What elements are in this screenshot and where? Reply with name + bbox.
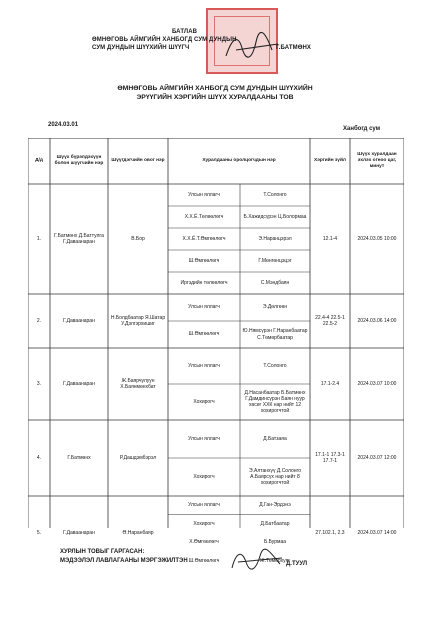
row-number: 2.	[36, 317, 42, 324]
row-time: 2024.03.06 14:00	[357, 317, 397, 324]
clerk-signature	[228, 548, 284, 574]
participant-role: Иргэдийн төлөөлөгч	[180, 279, 228, 286]
row-article: 17.1-1 17.3-1 17.7-1	[315, 451, 345, 464]
participant-name: Д.Батбаатар	[260, 520, 290, 527]
row-number: 3.	[36, 380, 42, 387]
participant-name: Э.Наранцэрэл	[258, 235, 292, 242]
approval-heading: БАТЛАВ	[172, 29, 198, 35]
participant-name: Ю.Нямсүрэн Г.Наранбаатар С.Төмөрбаатар	[242, 328, 308, 341]
participant-role: Ш.Өмгөөлөгч	[188, 557, 220, 564]
participant-role: Улсын яллагч	[188, 362, 220, 369]
participant-name: Э.Дөлгөөн	[262, 304, 288, 311]
approval-position: СУМ ДУНДЫН ШҮҮХИЙН ШҮҮГЧ	[92, 45, 190, 51]
row-defendant: В.Бор	[131, 235, 145, 242]
row-time: 2024.03.07 10:00	[357, 380, 397, 387]
participant-name: Ж.Төмөрхуяг	[259, 557, 291, 564]
row-number: 5.	[36, 529, 42, 536]
row-number: 4.	[36, 454, 42, 461]
title-line-1: ӨМНӨГОВЬ АЙМГИЙН ХАНБОГД СУМ ДУНДЫН ШҮҮХИЙН	[117, 85, 313, 92]
participant-role: Ш.Өмгөөлөгч	[188, 257, 220, 264]
approval-signer: Г.БАТМӨНХ	[276, 45, 312, 51]
participant-name: Э.Алтанхүү Д.Солонго А.Баярсүх нар нийт 8 хохирогчтой	[249, 467, 301, 487]
row-time: 2024.03.07 12:00	[357, 454, 397, 461]
row-defendant: Ө.Наранбаяр	[122, 529, 154, 536]
row-judge: Г.Батмөнх	[67, 454, 91, 461]
row-article: 27.102.1, 2.3	[315, 529, 345, 536]
participant-name: Т.Солонго	[263, 362, 287, 369]
participant-role: Улсын яллагч	[188, 502, 220, 509]
participant-name: Д.Батзаяа	[263, 435, 287, 442]
participant-name: Т.Солонго	[263, 191, 287, 198]
participant-role: Хохирогч	[193, 473, 215, 480]
row-article: 12.1-4	[322, 235, 338, 242]
participant-role: Х.Өмгөөлөгч	[189, 539, 219, 546]
header-participants: Хуралдааны оролцогчдын нэр	[202, 157, 276, 163]
row-judge: Г.Даваанаран	[63, 317, 95, 324]
row-number: 1.	[36, 235, 42, 242]
header-time: Шүүх хуралдаан эхлэх огноо цаг, минут	[357, 151, 397, 170]
participant-name: С.Мэндбаян	[260, 279, 290, 286]
row-judge: Г.Батмөнх Д.Баттулга Г.Даваанаран	[54, 232, 104, 245]
participant-role: Х.Х.Ё.Т.Өмгөөлөгч	[182, 235, 226, 242]
document-place: Ханбогд сум	[343, 126, 381, 132]
row-defendant: Р.Дашдэмбэрэл	[119, 454, 157, 461]
row-time: 2024.03.05 10:00	[357, 235, 397, 242]
approval-court: ӨМНӨГОВЬ АЙМГИЙН ХАНБОГД СУМ ДУНДЫН	[92, 37, 237, 43]
title-line-2: ЭРҮҮГИЙН ХЭРГИЙН ШҮҮХ ХУРАЛДААНЫ ТОВ	[136, 94, 294, 101]
header-no: Д/д	[35, 157, 43, 163]
footer-block	[60, 548, 188, 566]
document-date: 2024.03.01	[48, 122, 79, 128]
row-time: 2024.03.07 14:00	[357, 529, 397, 536]
participant-name: Д.Насанбаатар Б.Батмөнх Г.Дамдинсүрэн Баян нуур хөсөг ХХК нар нийт 12 хохирогчтой	[244, 389, 306, 415]
footer-name: Д.ТУУЛ	[286, 561, 308, 567]
header-defendant: Шүүгдэгчийн овог нэр	[111, 157, 165, 163]
row-defendant: Ж.Баярчулуун Х.Баянмөнхбат	[120, 377, 156, 390]
participant-role: Улсын яллагч	[188, 435, 220, 442]
participant-name: Г.Мөнгөнцэцэг	[258, 257, 292, 264]
participant-role: Хохирогч	[193, 398, 215, 405]
footer-line-2: МЭДЭЭЛЭЛ ЛАВЛАГААНЫ МЭРГЭЖИЛТЭН	[60, 558, 188, 564]
participant-role: Х.Х.Ё.Төлөөлөгч	[184, 213, 224, 220]
participant-role: Улсын яллагч	[188, 304, 220, 311]
participant-role: Улсын яллагч	[188, 191, 220, 198]
row-judge: Г.Даваанаран	[63, 380, 95, 387]
participant-role: Ш.Өмгөөлөгч	[188, 331, 220, 338]
participant-name: Б.Бурмаа	[263, 539, 287, 546]
header-article: Хэргийн зүйл	[314, 157, 346, 163]
row-article: 22.4-4 22.5-1 22.5-2	[315, 314, 345, 327]
row-defendant: Н.Болдбаатар Я.Шатар У.Дэлгэрхишиг	[110, 314, 166, 327]
row-article: 17.1-2.4	[320, 380, 340, 387]
row-judge: Г.Даваанаран	[63, 529, 95, 536]
document-title	[60, 84, 370, 102]
participant-role: Хохирогч	[193, 520, 215, 527]
participant-name: Д.Ган-Эрдэнэ	[259, 502, 291, 509]
footer-line-1: ХУРЛЫН ТОВЫГ ГАРГАСАН:	[60, 549, 145, 555]
header-judge: Шүүх бүрэлдэхүүн болон шүүгчийн нэр	[54, 154, 104, 166]
participant-name: Б.Хажидсүрэн Ц.Болормаа	[243, 213, 307, 220]
